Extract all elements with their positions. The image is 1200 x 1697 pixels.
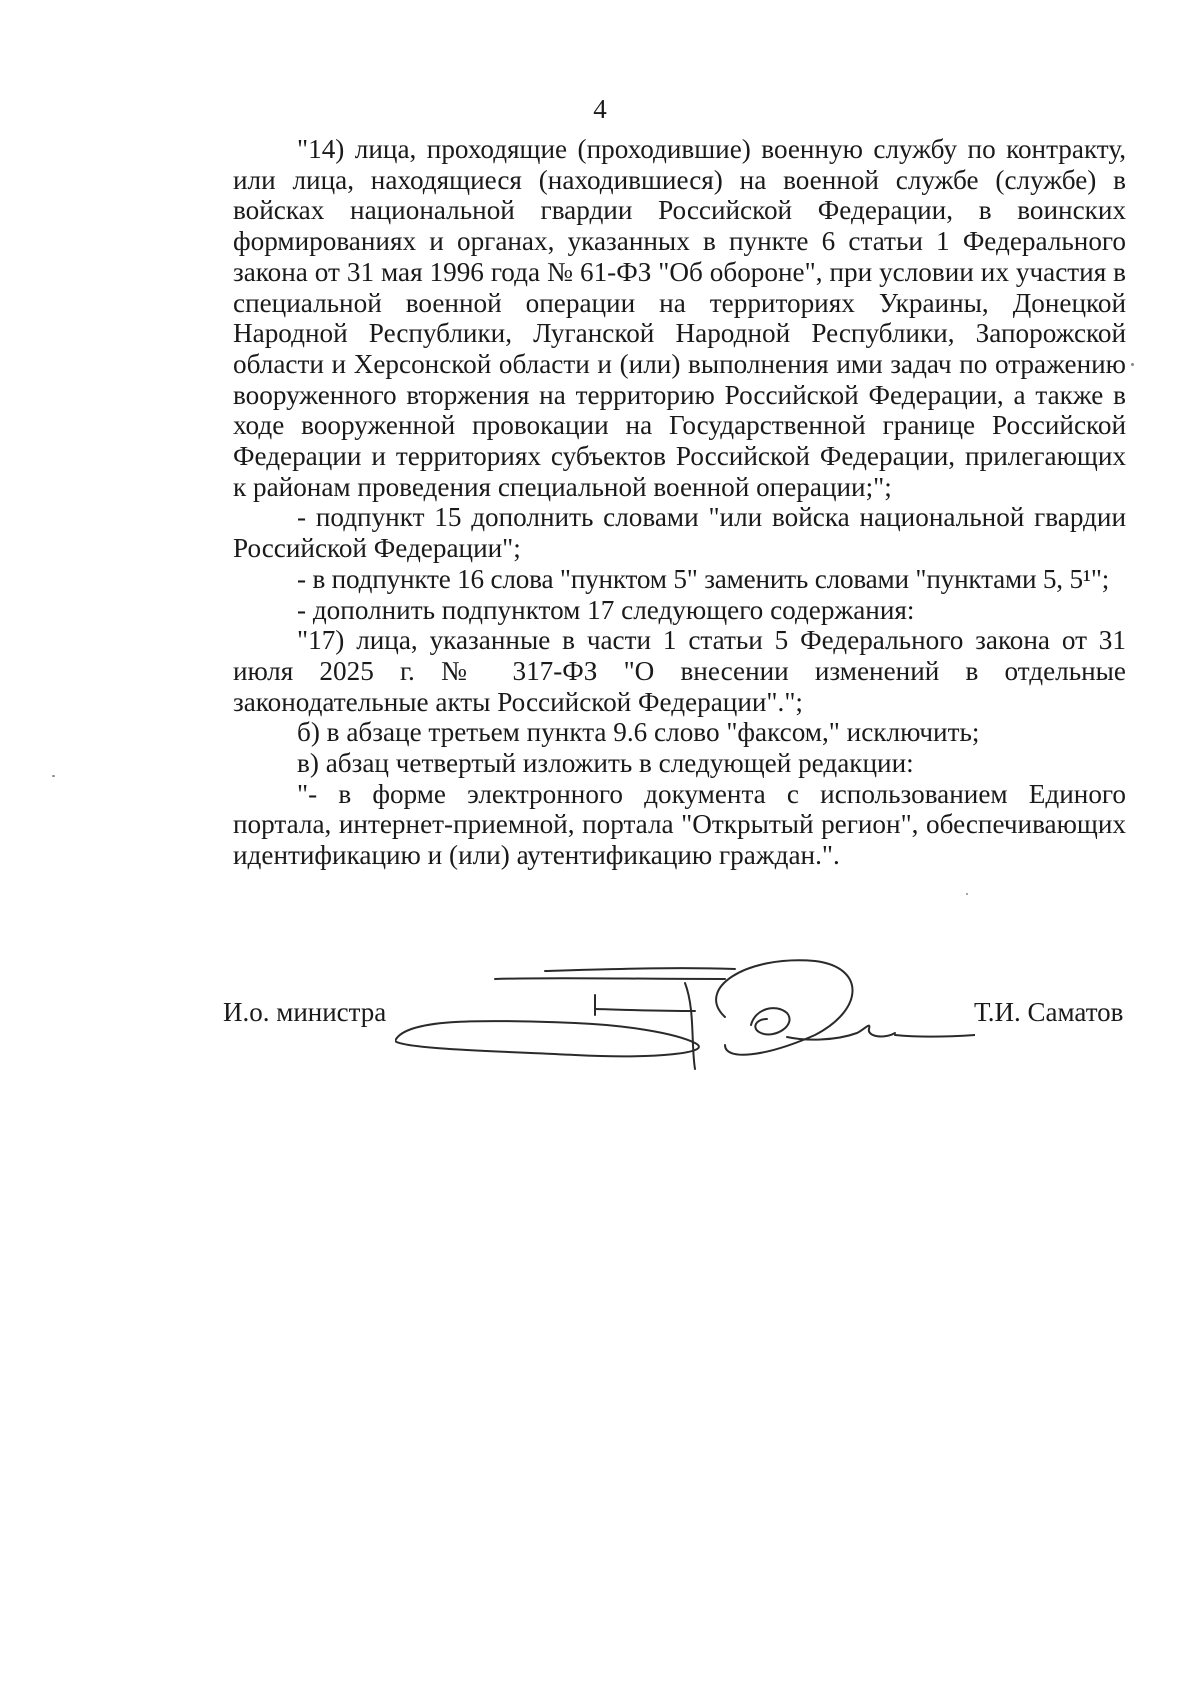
signature-block [0,987,1200,1107]
handwritten-signature [395,949,975,1079]
paragraph-item-17: "17) лица, указанные в части 1 статьи 5 Федерального закона от 31 июля 2025 г. № 317-ФЗ "О внесении изменений в отдельные законодательные акты Российской Федерации"."; [233,625,1126,717]
page-number: 4 [593,94,607,124]
paragraph-b: б) в абзаце третьем пункта 9.6 слово "факсом," исключить; [297,717,980,748]
scan-speck [966,893,968,895]
paragraph-add-subitem-17: - дополнить подпунктом 17 следующего содержания: [297,594,915,625]
signatory-title: И.о. министра [223,997,387,1027]
paragraph-v: в) абзац четвертый изложить в следующей редакции: [297,748,914,779]
signatory-name: Т.И. Саматов [974,997,1124,1027]
scan-speck [52,775,55,777]
document-body [233,134,1126,871]
paragraph-subitem-16: - в подпункте 16 слова "пунктом 5" заменить словами "пунктами 5, 5¹"; [297,563,1110,594]
paragraph-subitem-15: - подпункт 15 дополнить словами "или войска национальной гвардии Российской Федерации"; [233,502,1126,564]
scan-speck [1131,363,1134,366]
paragraph-item-14: "14) лица, проходящие (проходившие) военную службу по контракту, или лица, находящиеся (находившиеся) на военной службе (службе) в войсках национальной гвардии Российской Федерации, в воинских формированиях и органах, указанных в пункте 6 статьи 1 Федерального закона от 31 мая 1996 года № 61-ФЗ "Об обороне", при условии их участия в специальной военной операции на территориях Украины, Донецкой Народной Республики, Луганской Народной Республики, Запорожской области и Херсонской области и (или) выполнения ими задач по отражению вооруженного вторжения на территорию Российской Федерации, а также в ходе вооруженной провокации на Государственной границе Российской Федерации и территориях субъектов Российской Федерации, прилегающих к районам проведения специальной военной операции;"; [233,134,1126,502]
paragraph-new-wording: "- в форме электронного документа с использованием Единого портала, интернет-приемной, портала "Открытый регион", обеспечивающих идентификацию и (или) аутентификацию граждан.". [233,778,1126,871]
